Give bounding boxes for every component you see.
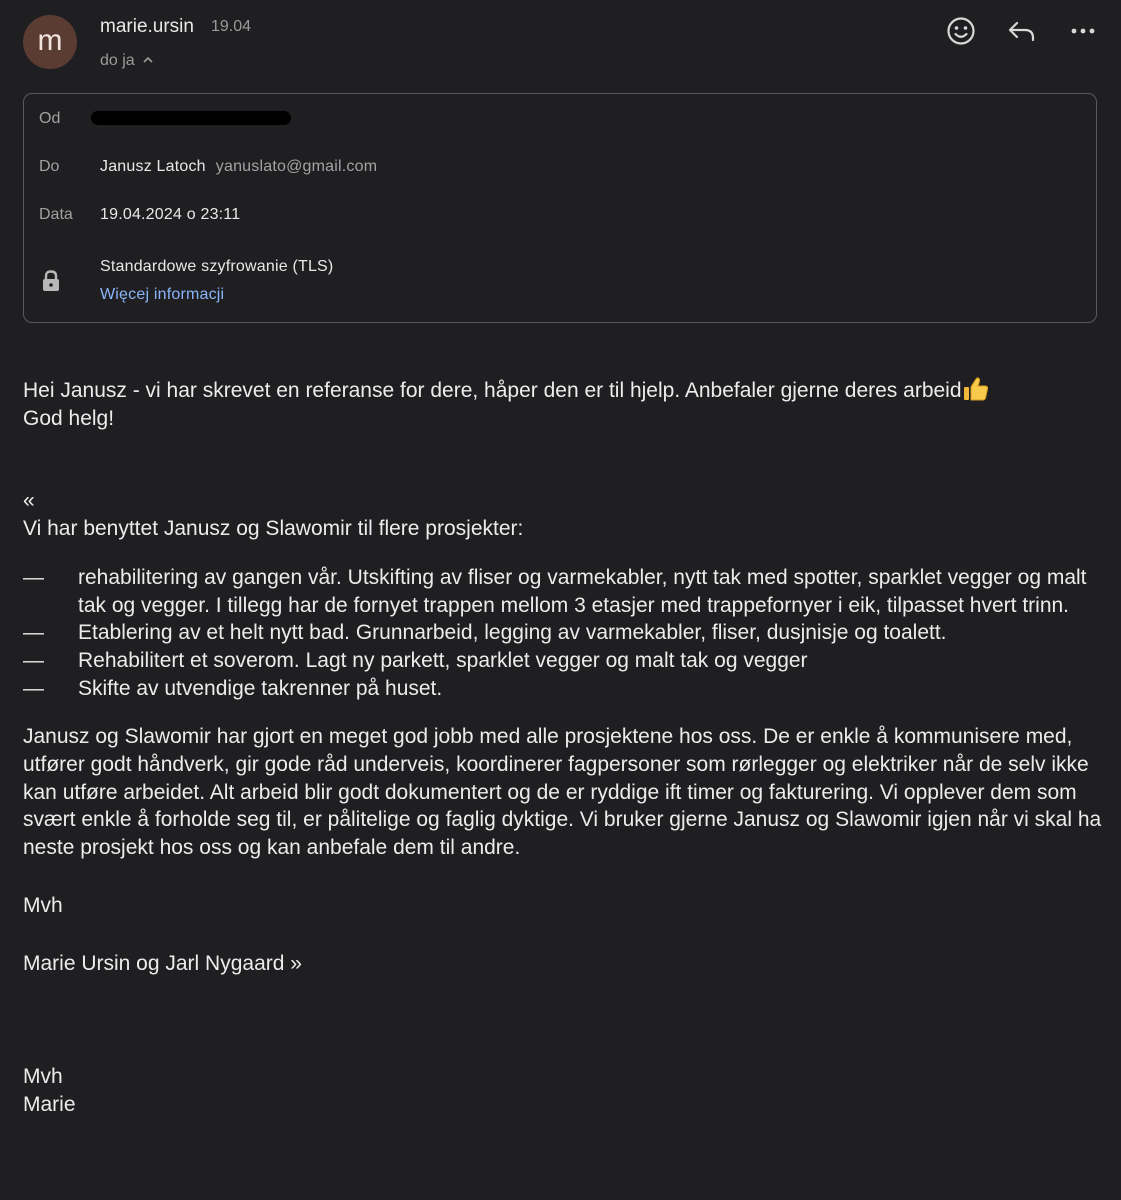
from-label: Od	[39, 110, 61, 127]
final-name: Marie	[23, 1092, 76, 1116]
greeting: God helg!	[23, 406, 115, 430]
date-value: 19.04.2024 o 23:11	[100, 206, 241, 223]
to-label: Do	[39, 158, 60, 175]
signature: Marie Ursin og Jarl Nygaard »	[23, 951, 302, 975]
sender-name[interactable]: marie.ursin	[100, 16, 194, 37]
smiley-icon[interactable]	[944, 14, 978, 48]
message-details	[23, 93, 1097, 323]
date-label: Data	[39, 206, 73, 223]
intro-line	[23, 376, 1103, 405]
redacted-sender-address	[91, 111, 291, 125]
quote-open: «	[23, 489, 35, 513]
recipient-label: do ja	[100, 52, 135, 69]
closing: Mvh	[23, 893, 63, 917]
list-item: — rehabilitering av gangen vår. Utskifting av fliser og varmekabler, nytt tak med spotter, sparklet vegger og malt tak og vegger. I tillegg har de fornyet trappen mellom 3 etasjer med trappefornyer i eik, tilpasset hvert trinn.	[23, 565, 1087, 617]
list-item: — Skifte av utvendige takrenner på huset.	[23, 676, 443, 700]
reference-paragraph: Janusz og Slawomir har gjort en meget god jobb med alle prosjektene hos oss. De er enkle å kommunisere med, utfører godt håndverk, gir gode råd underveis, koordinerer fagpersoner som rørlegger og elektriker når de selv ikke kan utføre arbeidet. Alt arbeid blir godt dokumentert og de er ryddige ift timer og fakturering. Vi opplever dem som svært enkle å forholde seg til, er pålitelige og faglig dyktige. Vi bruker gjerne Janusz og Slawomir igjen når vi skal ha neste prosjekt hos oss og kan anbefale dem til andre.	[23, 725, 1102, 860]
list-item: — Rehabilitert et soverom. Lagt ny parkett, sparklet vegger og malt tak og vegger	[23, 648, 808, 672]
project-list	[23, 564, 1103, 703]
to-value	[100, 158, 377, 176]
chevron-up-icon	[143, 50, 153, 68]
intro-text: Hei Janusz - vi har skrevet en referanse for dere, håper den er til hjelp. Anbefaler gjerne deres arbeid	[23, 379, 962, 402]
quote-intro: Vi har benyttet Janusz og Slawomir til flere prosjekter:	[23, 517, 524, 541]
encryption-info: Standardowe szyfrowanie (TLS)	[100, 258, 334, 275]
lock-icon	[40, 269, 62, 293]
to-name: Janusz Latoch	[100, 158, 206, 175]
thumbs-up-icon	[962, 376, 990, 402]
list-item: — Etablering av et helt nytt bad. Grunnarbeid, legging av varmekabler, fliser, dusjnisje og toalett.	[23, 621, 947, 645]
more-info-link[interactable]: Więcej informacji	[100, 286, 225, 303]
final-closing: Mvh	[23, 1065, 63, 1089]
message-date: 19.04	[211, 18, 252, 35]
more-icon[interactable]	[1066, 14, 1100, 48]
message-body	[23, 376, 1103, 1119]
recipient-toggle[interactable]	[100, 50, 153, 70]
message-header	[0, 0, 1121, 90]
reply-icon[interactable]	[1005, 14, 1039, 48]
avatar[interactable]: m	[23, 15, 77, 69]
to-email[interactable]: yanuslato@gmail.com	[215, 158, 378, 175]
